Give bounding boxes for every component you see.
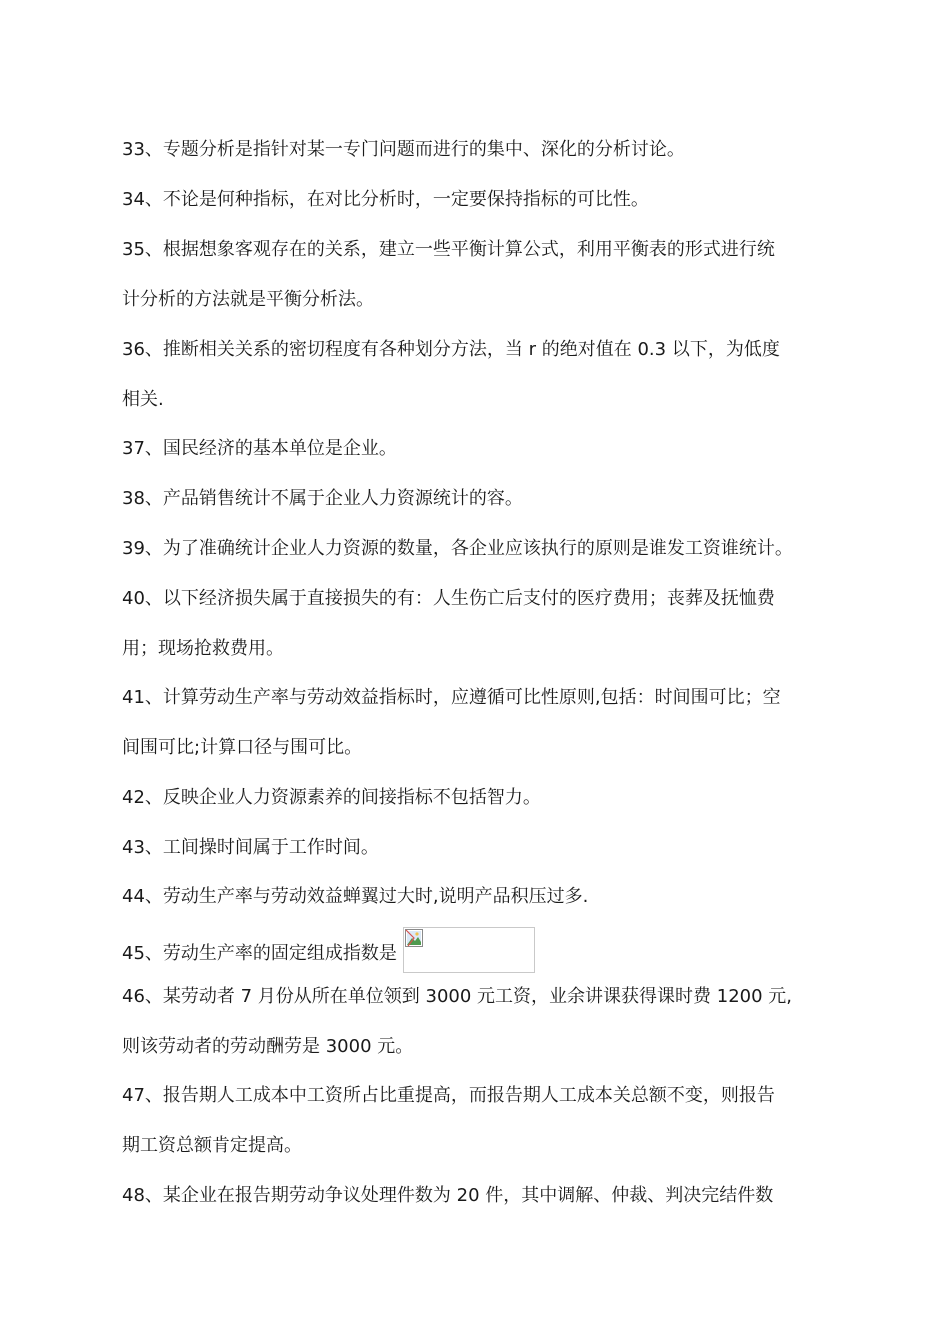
text-line: 45、劳动生产率的固定组成指数是 xyxy=(122,943,397,964)
text-line: 34、不论是何种指标，在对比分析时，一定要保持指标的可比性。 xyxy=(122,189,649,210)
text-line: 48、某企业在报告期劳动争议处理件数为 20 件，其中调解、仲裁、判决完结件数 xyxy=(122,1185,774,1206)
text-line: 相关. xyxy=(122,389,164,410)
text-line: 39、为了准确统计企业人力资源的数量，各企业应该执行的原则是谁发工资谁统计。 xyxy=(122,538,793,559)
text-line: 间围可比;计算口径与围可比。 xyxy=(122,737,363,758)
text-line: 44、劳动生产率与劳动效益蝉翼过大时,说明产品积压过多. xyxy=(122,886,589,907)
text-line-with-formula xyxy=(122,935,535,973)
formula-image-placeholder xyxy=(403,927,535,973)
text-line: 47、报告期人工成本中工资所占比重提高，而报告期人工成本关总额不变，则报告 xyxy=(122,1085,775,1106)
text-line: 计分析的方法就是平衡分析法。 xyxy=(122,289,374,310)
text-line: 35、根据想象客观存在的关系，建立一些平衡计算公式，利用平衡表的形式进行统 xyxy=(122,239,775,260)
text-line: 期工资总额肯定提高。 xyxy=(122,1135,302,1156)
text-line: 用；现场抢救费用。 xyxy=(122,638,284,659)
text-line: 42、反映企业人力资源素养的间接指标不包括智力。 xyxy=(122,787,541,808)
text-line: 40、以下经济损失属于直接损失的有：人生伤亡后支付的医疗费用；丧葬及抚恤费 xyxy=(122,588,775,609)
broken-image-icon xyxy=(405,929,423,947)
text-line: 37、国民经济的基本单位是企业。 xyxy=(122,438,397,459)
text-line: 38、产品销售统计不属于企业人力资源统计的容。 xyxy=(122,488,523,509)
text-line: 41、计算劳动生产率与劳动效益指标时，应遵循可比性原则,包括：时间围可比；空 xyxy=(122,687,781,708)
text-line: 43、工间操时间属于工作时间。 xyxy=(122,837,379,858)
text-line: 36、推断相关关系的密切程度有各种划分方法，当 r 的绝对值在 0.3 以下，为低度 xyxy=(122,339,780,360)
text-line: 46、某劳动者 7 月份从所在单位领到 3000 元工资，业余讲课获得课时费 1200 元, xyxy=(122,986,793,1007)
text-line: 则该劳动者的劳动酬劳是 3000 元。 xyxy=(122,1036,414,1057)
text-line: 33、专题分析是指针对某一专门问题而进行的集中、深化的分析讨论。 xyxy=(122,139,685,160)
